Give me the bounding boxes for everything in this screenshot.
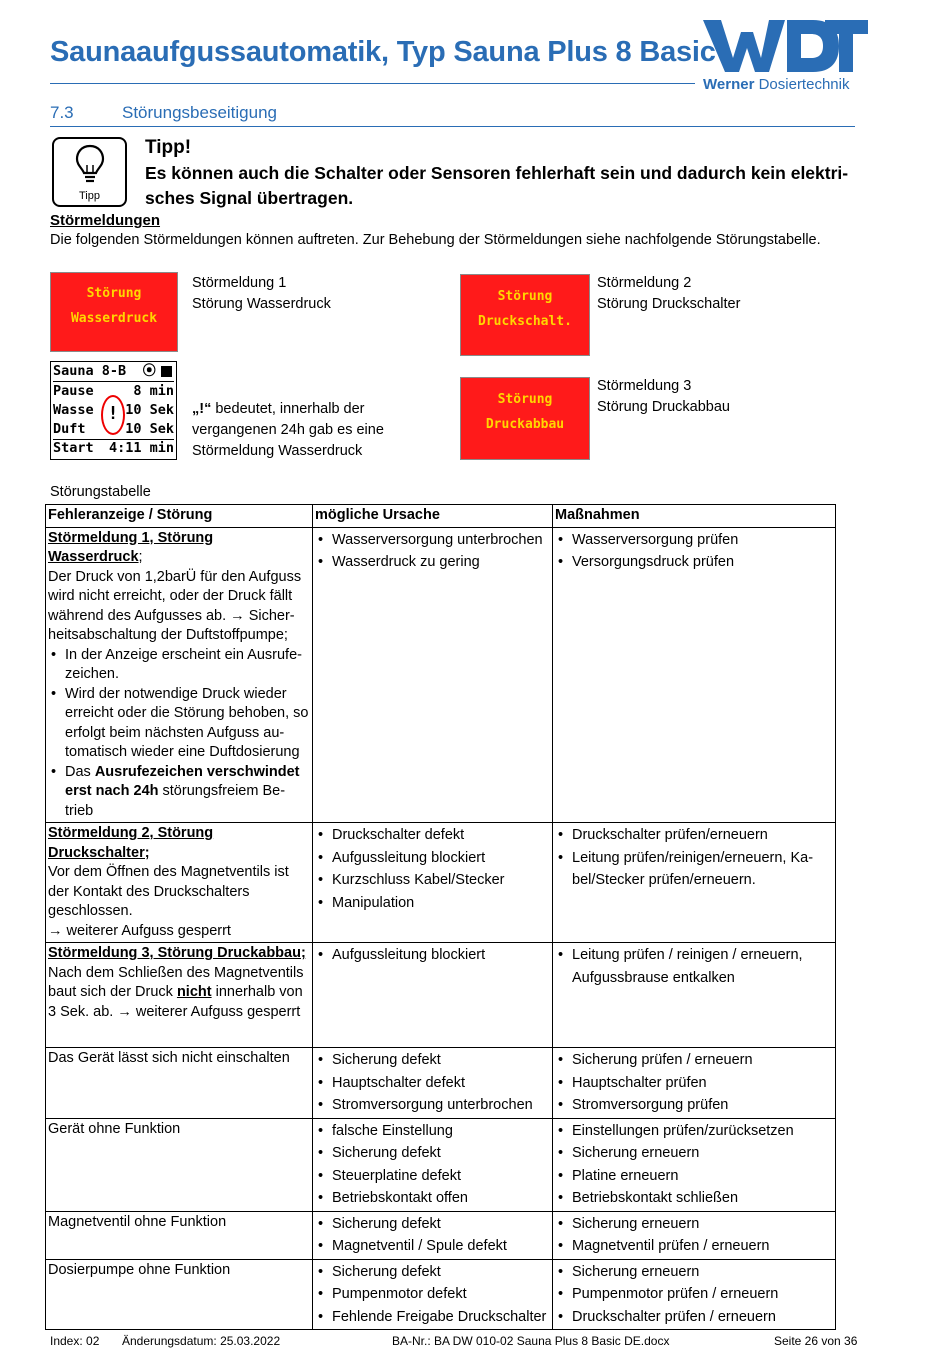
list-item: • Das Ausrufezeichen verschwindet erst nach 24h störungsfreiem Be-trieb <box>48 763 310 822</box>
error-screen-3-line1: Störung <box>497 392 553 407</box>
cause-cell <box>313 1259 553 1330</box>
tip-text: Es können auch die Schalter oder Sensoren fehlerhaft sein und dadurch kein elektri-sches Signal übertragen. <box>145 163 849 208</box>
list-item: • Aufgussleitung blockiert <box>315 944 550 967</box>
cause-cell <box>313 1048 553 1119</box>
list-item: • Sicherung erneuern <box>555 1261 833 1284</box>
display-row-title: Sauna 8-B ⦿ <box>53 362 174 382</box>
list-item: • Hauptschalter prüfen <box>555 1072 833 1095</box>
error-screen-3 <box>460 377 590 460</box>
table-header: Maßnahmen <box>553 505 836 528</box>
footer-index: Index: 02 <box>50 1334 100 1348</box>
error-screen-3-line2: Druckabbau <box>485 417 565 432</box>
display-row-scent: Duft 10 Sek <box>53 420 174 440</box>
table-row <box>46 527 836 823</box>
list-item: • Wasserdruck zu gering <box>315 551 550 574</box>
display-row-water: Wasse 10 Sek <box>53 402 174 418</box>
action-cell <box>553 943 836 1048</box>
list-item: • Aufgussleitung blockiert <box>315 847 550 870</box>
list-item: • In der Anzeige erscheint ein Ausrufe-zeichen. <box>48 646 310 685</box>
table-row <box>46 1211 836 1259</box>
error-screen-1-line1: Störung <box>86 286 142 301</box>
list-item: • Wasserversorgung prüfen <box>555 529 833 552</box>
action-cell <box>553 823 836 943</box>
cause-cell <box>313 1211 553 1259</box>
list-item: • falsche Einstellung <box>315 1120 550 1143</box>
lightbulb-icon <box>74 143 106 187</box>
list-item: • Druckschalter defekt <box>315 824 550 847</box>
action-cell <box>553 1048 836 1119</box>
list-item: • Einstellungen prüfen/zurücksetzen <box>555 1120 833 1143</box>
list-item: • Sicherung defekt <box>315 1049 550 1072</box>
list-item: • Sicherung defekt <box>315 1142 550 1165</box>
status-display <box>50 361 177 460</box>
cause-cell <box>313 823 553 943</box>
list-item: • Leitung prüfen / reinigen / erneuern, Aufgussbrause entkalken <box>555 944 833 989</box>
wdt-logo-icon <box>703 18 868 76</box>
document-title: Saunaaufgussautomatik, Typ Sauna Plus 8 Basic <box>50 36 716 68</box>
company-name: Werner Dosiertechnik <box>703 76 850 93</box>
table-caption: Störungstabelle <box>50 484 151 500</box>
table-row <box>46 1048 836 1119</box>
cause-cell <box>313 1118 553 1211</box>
action-cell <box>553 1118 836 1211</box>
list-item: • Betriebskontakt schließen <box>555 1187 833 1210</box>
error-caption-3: Störmeldung 3 Störung Druckabbau <box>597 378 730 415</box>
list-item: • Pumpenmotor prüfen / erneuern <box>555 1283 833 1306</box>
list-item: • Hauptschalter defekt <box>315 1072 550 1095</box>
error-screen-2-line1: Störung <box>497 289 553 304</box>
action-cell <box>553 1259 836 1330</box>
exclamation-note: „!“ bedeutet, innerhalb der vergangenen 24h gab es eine Störmeldung Wasserdruck <box>192 401 384 459</box>
table-header-row <box>46 505 836 528</box>
table-row <box>46 1118 836 1211</box>
messages-heading: Störmeldungen <box>50 212 161 229</box>
error-screen-2 <box>460 274 590 356</box>
exclamation-marker: ! <box>101 395 125 435</box>
list-item: • Sicherung erneuern <box>555 1142 833 1165</box>
table-header: Fehleranzeige / Störung <box>46 505 313 528</box>
list-item: • Kurzschluss Kabel/Stecker <box>315 869 550 892</box>
section-number: 7.3 <box>50 103 74 122</box>
list-item: • Sicherung erneuern <box>555 1213 833 1236</box>
footer-page: Seite 26 von 36 <box>774 1334 858 1348</box>
list-item: • Druckschalter prüfen/erneuern <box>555 824 833 847</box>
list-item: • Betriebskontakt offen <box>315 1187 550 1210</box>
action-cell <box>553 527 836 823</box>
list-item: • Sicherung prüfen / erneuern <box>555 1049 833 1072</box>
list-item: • Platine erneuern <box>555 1165 833 1188</box>
list-item: • Sicherung defekt <box>315 1261 550 1284</box>
list-item: • Wasserversorgung unterbrochen <box>315 529 550 552</box>
error-caption-1: Störmeldung 1 Störung Wasserdruck <box>192 275 331 312</box>
list-item: • Stromversorgung prüfen <box>555 1094 833 1117</box>
list-item: • Druckschalter prüfen / erneuern <box>555 1306 833 1329</box>
list-item: • Manipulation <box>315 892 550 915</box>
table-row <box>46 943 836 1048</box>
fault-cell: Störmeldung 2, Störung Druckschalter; Vor dem Öffnen des Magnetventils ist der Kontakt des Druckschalters geschlossen. → weiterer Aufguss gesperrt <box>46 823 313 943</box>
list-item: • Steuerplatine defekt <box>315 1165 550 1188</box>
section-rule <box>50 126 855 127</box>
fault-cell: Dosierpumpe ohne Funktion <box>46 1259 313 1330</box>
fault-cell: Das Gerät lässt sich nicht einschalten <box>46 1048 313 1119</box>
table-row <box>46 823 836 943</box>
list-item: • Versorgungsdruck prüfen <box>555 551 833 574</box>
list-item: • Leitung prüfen/reinigen/erneuern, Ka-bel/Stecker prüfen/erneuern. <box>555 847 833 892</box>
list-item: • Magnetventil / Spule defekt <box>315 1235 550 1258</box>
tip-heading: Tipp! <box>145 137 192 158</box>
list-item: • Fehlende Freigabe Druckschalter <box>315 1306 550 1329</box>
list-item: • Magnetventil prüfen / erneuern <box>555 1235 833 1258</box>
display-row-pause: Pause 8 min <box>53 383 174 399</box>
fault-cell: Störmeldung 1, Störung Wasserdruck; Der Druck von 1,2barÜ für den Aufguss wird nicht erreicht, oder der Druck fällt während des Aufgusses ab. → Sicher-heitsabschaltung der Duftstoffpumpe; • In der Anzeige erscheint ein Ausrufe-zeichen. • Wird der notwendige Druck wieder erreicht oder die Störung behoben, so erfolgt beim nächsten Aufguss au-tomatisch wieder eine Duftdosierung • Das Ausrufezeichen verschwindet erst nach 24h störungsfreiem Be-trieb <box>46 527 313 823</box>
error-screen-2-line2: Druckschalt. <box>478 314 572 329</box>
fault-table <box>45 504 836 1330</box>
tip-icon-box <box>52 137 127 207</box>
error-screen-1 <box>50 272 178 352</box>
tip-icon-label: Tipp <box>79 190 100 202</box>
display-row-start: Start 4:11 min <box>53 440 174 456</box>
fault-cell: Gerät ohne Funktion <box>46 1118 313 1211</box>
fault-cell: Störmeldung 3, Störung Druckabbau; Nach dem Schließen des Magnetventils baut sich der Druck nicht innerhalb von 3 Sek. ab. → weiterer Aufguss gesperrt <box>46 943 313 1048</box>
table-header: mögliche Ursache <box>313 505 553 528</box>
error-screen-1-line2: Wasserdruck <box>70 311 158 326</box>
error-caption-2: Störmeldung 2 Störung Druckschalter <box>597 275 741 312</box>
fault-cell: Magnetventil ohne Funktion <box>46 1211 313 1259</box>
footer-date: Änderungsdatum: 25.03.2022 <box>122 1334 281 1348</box>
section-title: Störungsbeseitigung <box>122 103 278 122</box>
cause-cell <box>313 943 553 1048</box>
list-item: • Sicherung defekt <box>315 1213 550 1236</box>
list-item: • Pumpenmotor defekt <box>315 1283 550 1306</box>
list-item: • Stromversorgung unterbrochen <box>315 1094 550 1117</box>
cause-cell <box>313 527 553 823</box>
action-cell <box>553 1211 836 1259</box>
title-rule <box>50 83 695 84</box>
list-item: • Wird der notwendige Druck wieder erreicht oder die Störung behoben, so erfolgt beim nächsten Aufguss au-tomatisch wieder eine Duftdosierung <box>48 685 310 763</box>
footer-docnr: BA-Nr.: BA DW 010-02 Sauna Plus 8 Basic DE.docx <box>392 1334 670 1348</box>
messages-intro: Die folgenden Störmeldungen können auftreten. Zur Behebung der Störmeldungen siehe nachfolgende Störungstabelle. <box>50 232 821 248</box>
table-row <box>46 1259 836 1330</box>
